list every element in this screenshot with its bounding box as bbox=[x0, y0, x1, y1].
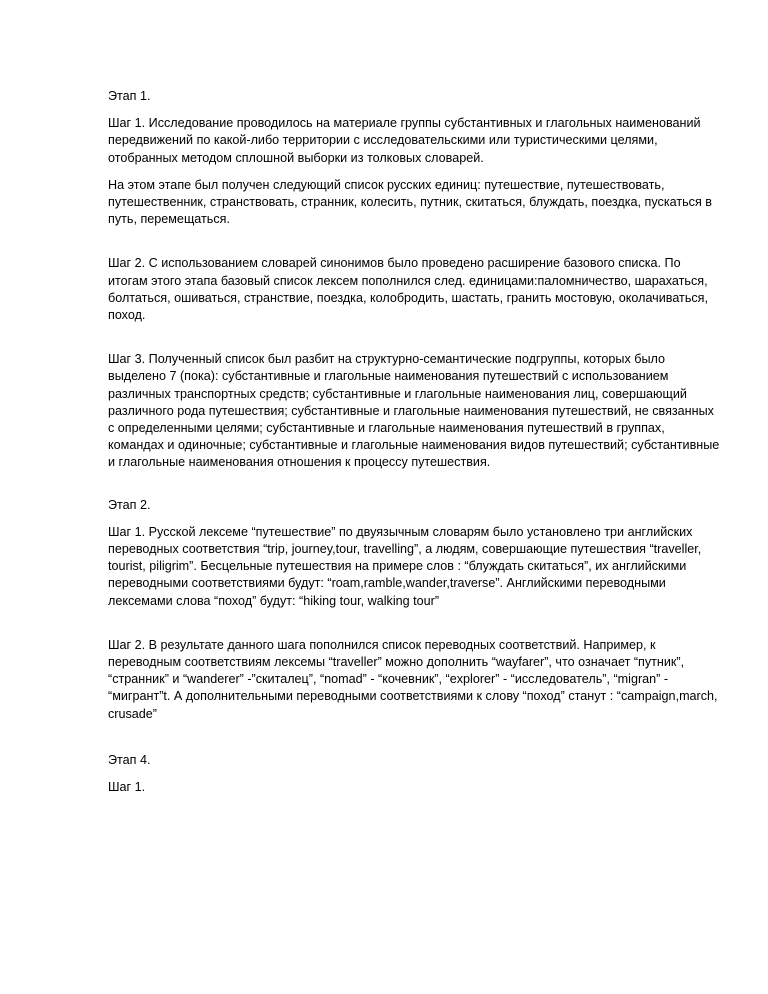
stage-heading: Этап 4. bbox=[108, 752, 151, 767]
paragraph: Шаг 3. Полученный список был разбит на структурно-семантические подгруппы, которых было выделено 7 (пока): субстантивные и глагольные наименования путешествий с использованием различных транспортных средств; субстантивные и глагольные наименования лиц, совершающий различного рода путешествия; субстантивные и глагольные наименования путешествий, не связанных с определенными целями; субстантивные и глагольные наименования путешествий в группах, командах и одиночные; субстантивные и глагольные наименования видов путешествий; субстантивные и глагольные наименования отношения к процессу путешествия. bbox=[108, 352, 720, 470]
stage-heading: Этап 1. bbox=[108, 89, 151, 103]
paragraph: На этом этапе был получен следующий список русских единиц: путешествие, путешествовать, путешественник, странствовать, странник, колесить, путник, скитаться, блуждать, поездка, пускаться в путь, перемещаться. bbox=[108, 177, 712, 227]
paragraph: Шаг 2. С использованием словарей синонимов было проведено расширение базового списка. По итогам этого этапа базовый список лексем пополнился след. единицами:паломничество, шарахаться, болтаться, ошиваться, странствие, поездка, колобродить, шастать, гранить мостовую, околачиваться, поход. bbox=[108, 256, 709, 323]
document-page bbox=[108, 88, 720, 796]
paragraph: Шаг 1. bbox=[108, 780, 146, 795]
paragraph: Шаг 1. Исследование проводилось на материале группы субстантивных и глагольных наименований передвижений по какой-либо территории с исследовательскими или туристическими целями, отобранных методом сплошной выборки из толковых словарей. bbox=[108, 116, 701, 165]
paragraph: Шаг 2. В результате данного шага пополнился список переводных соответствий. Например, к переводным соответствиям лексемы “traveller” можно дополнить “wayfarer”, что означает “путник”, “странник” и “wanderer” -”скиталец”, “nomad” - “кочевник”, “explorer” - “исследователь”, “migran” - “мигрант”t. А дополнительными переводными соответствиями к слову “поход” станут : “campaign,march, crusade” bbox=[108, 637, 718, 721]
paragraph: Шаг 1. Русской лексеме “путешествие” по двуязычным словарям было установлено три английских переводных соответствия “trip, journey,tour, travelling”, а людям, совершающие путешествия “traveller, tourist, piligrim”. Бесцельные путешествия на примере слов : “блуждать скитаться”, их английскими переводными соответствиями будут: “roam,ramble,wander,traverse”. Английскими переводными лексемами слова “поход” будут: “hiking tour, walking tour” bbox=[108, 524, 702, 608]
stage-heading: Этап 2. bbox=[108, 497, 151, 512]
